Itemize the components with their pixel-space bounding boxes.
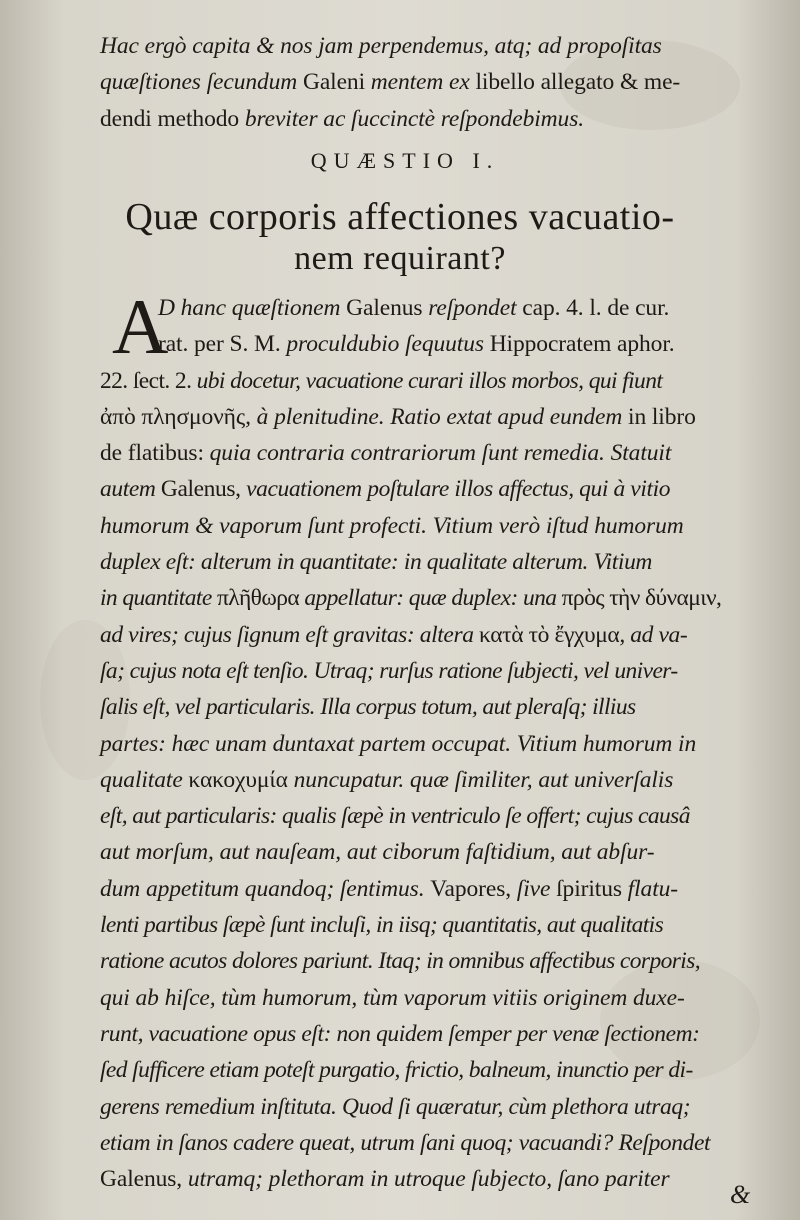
text-run: ad vires; cujus ſignum eſt gravitas: altera [100,621,480,648]
text-run: ubi docetur, vacuatione curari illos morbos, qui fiunt [191,367,663,394]
text-line [100,871,770,907]
text-run: eſt, aut particularis: qualis ſæpè in ventriculo ſe offert; cujus causâ [100,803,690,830]
text-run: lenti partibus ſæpè ſunt incluſi, in iisq; quantitatis, aut qualitatis [100,912,664,939]
text-line [100,1089,770,1125]
text-run: ſpiritus [556,875,622,902]
text-line [100,907,770,943]
text-line [100,689,770,725]
text-run: appellatur: quæ duplex: una [299,585,562,612]
text-run: D hanc quæſtionem [158,295,347,321]
text-run: gerens remedium inſtituta. Quod ſi quæratur, cùm plethora utraq; [100,1093,691,1120]
text-run: in quantitate [100,585,217,612]
text-line [100,834,770,870]
drop-cap: A [112,283,169,370]
text-line [100,363,770,399]
text-run: 22. ſect. 2. [100,367,192,394]
text-run: cap. 4. l. de cur. [522,295,670,321]
text-run: nuncupatur. quæ ſimiliter, aut univerſalis [287,766,674,793]
text-run: qualitate [100,766,189,793]
question-label: QUÆSTIO I. [310,148,500,173]
text-run: mentem ex [365,69,476,96]
catchword: & [730,1180,751,1209]
text-run: , ad va- [619,621,688,648]
text-line [100,580,770,616]
text-run: ratione acutos dolores pariunt. Itaq; in omnibus affectibus corporis, [100,948,701,975]
text-run: ἀπὸ πλησμονῆς [100,403,246,430]
text-run: de flatibus: [100,440,204,467]
text-run: Vapores, [430,875,512,902]
text-run: qui ab hiſce, tùm humorum, tùm vaporum vitiis originem duxe- [100,984,685,1011]
text-line [100,980,770,1016]
text-run: vacuationem poſtulare illos affectus, qui à vitio [240,476,671,503]
text-run: reſpondet [422,295,523,321]
text-run: quæſtiones ſecundum [100,69,303,96]
text-line [100,101,770,137]
text-run: duplex eſt: alterum in quantitate: in qualitate alterum. Vitium [100,549,652,576]
text-run: Galenus [346,295,423,321]
text-run: humorum & vaporum ſunt profecti. Vitium verò iſtud humorum [100,512,684,539]
text-run: breviter ac ſuccinctè reſpondebimus. [244,105,585,132]
text-run: runt, vacuatione opus eſt: non quidem ſemper per venæ ſectionem: [100,1020,700,1047]
text-line [100,1125,770,1161]
text-line [100,544,770,580]
text-line [100,435,770,471]
text-run: etiam in ſanos cadere queat, utrum ſani quoq; vacuandi? Reſpondet [100,1129,711,1156]
text-run: , à plenitudine. Ratio extat apud eundem [245,403,629,430]
text-run: ſed ſufficere etiam poteſt purgatio, frictio, balneum, inunctio per di- [100,1057,693,1084]
text-run: libello allegato & me- [475,69,681,96]
text-run: Galenus, [160,476,241,503]
text-line [100,1016,770,1052]
text-line [100,326,770,362]
text-run: rat. per S. M. [158,331,281,358]
text-run: Hippocratem aphor. [489,331,675,358]
text-run: quia contraria contrariorum ſunt remedia. Statuit [203,440,672,467]
text-line [100,28,770,64]
text-line [100,726,770,762]
text-run: Galeni [302,69,365,96]
text-line [100,762,770,798]
text-line [100,1052,770,1088]
text-line [100,508,770,544]
text-run: πρὸς τὴν δύναμιν, [561,585,722,612]
text-run: flatu- [621,875,678,902]
text-line [100,471,770,507]
body-paragraph [100,283,770,1197]
text-run: dendi methodo [100,105,245,132]
question-title-line-1: Quæ corporis affectiones vacuatio- [125,196,675,238]
text-line [100,798,770,834]
text-line [100,290,770,326]
text-run: utramq; plethoram in utroque ſubjecto, ſano pariter [182,1166,670,1193]
text-run: κατὰ τὸ ἔγχυμα [479,621,620,648]
text-line [100,1161,770,1197]
text-line [100,943,770,979]
text-run: aut morſum, aut nauſeam, aut ciborum faſtidium, aut abſur- [100,839,655,866]
text-run: πλῆθωρα [216,585,300,612]
text-run: dum appetitum quandoq; ſentimus. [100,875,431,902]
text-run: Hac ergò capita & nos jam perpendemus, atq; ad propoſitas [100,33,662,59]
text-line [100,653,770,689]
text-run: ſa; cujus nota eſt tenſio. Utraq; rurſus ratione ſubjecti, vel univer- [100,657,678,684]
text-line [100,64,770,100]
text-run: partes: hæc unam duntaxat partem occupat. Vitium humorum in [100,730,697,757]
question-title-line-2: nem requirant? [294,240,506,277]
text-run: autem [100,476,161,503]
text-run: ſive [511,875,557,902]
text-run: Galenus, [100,1166,183,1193]
text-run: ſalis eſt, vel particularis. Illa corpus totum, aut pleraſq; illius [100,694,636,721]
text-run: proculdubio ſequutus [280,331,490,358]
text-line [100,617,770,653]
text-run: κακοχυμία [188,766,288,793]
text-line [100,399,770,435]
text-run: in libro [628,403,696,430]
intro-paragraph [100,28,770,137]
